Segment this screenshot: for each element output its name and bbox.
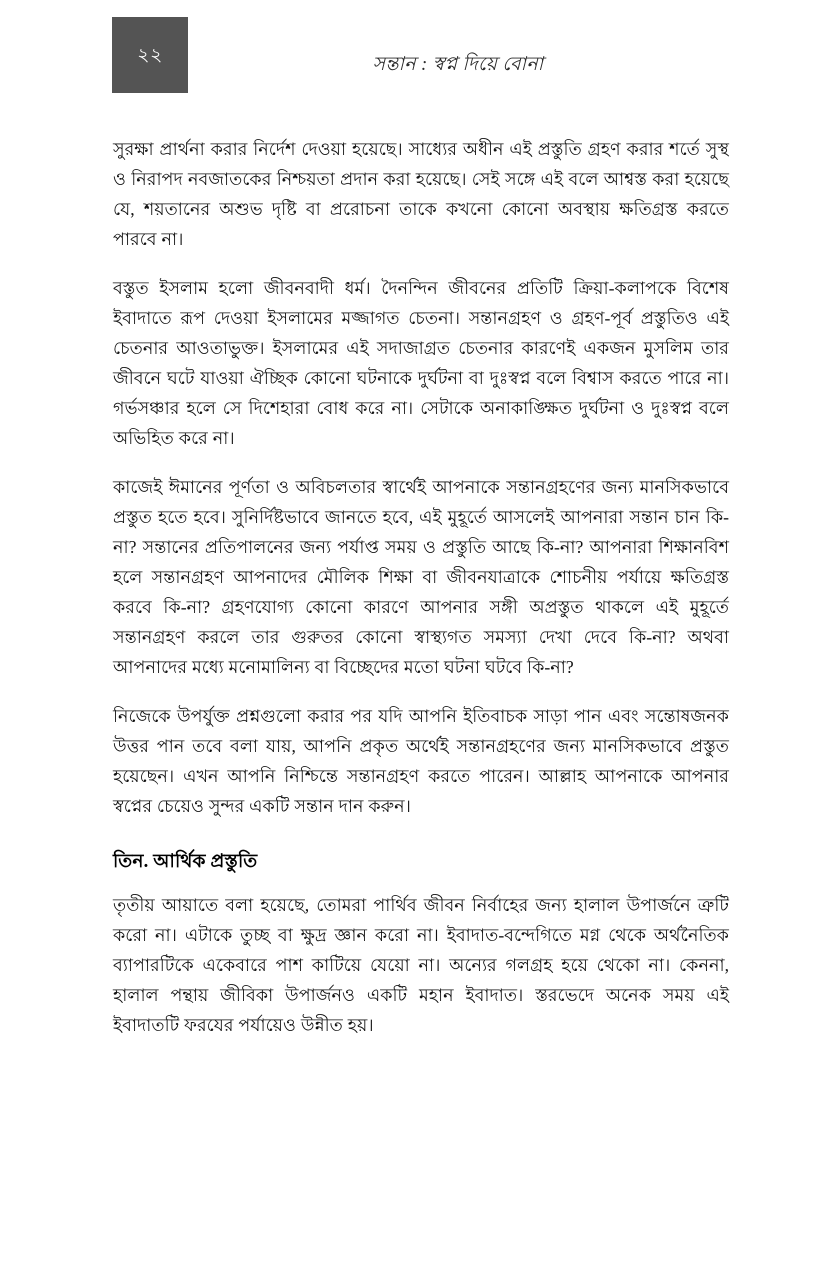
book-title: সন্তান : স্বপ্ন দিয়ে বোনা [372,54,544,75]
page-number: ২২ [137,44,163,66]
page-body [113,134,729,1040]
running-header [0,0,822,110]
paragraph: বস্তুত ইসলাম হলো জীবনবাদী ধর্ম। দৈনন্দিন জীবনের প্রতিটি ক্রিয়া-কলাপকে বিশেষ ইবাদাতে রূপ দেওয়া ইসলামের মজ্জাগত চেতনা। সন্তানগ্রহণ ও গ্রহণ-পূর্ব প্রস্তুতিও এই চেতনার আওতাভুক্ত। ইসলামের এই সদাজাগ্রত চেতনার কারণেই একজন মুসলিম তার জীবনে ঘটে যাওয়া ঐচ্ছিক কোনো ঘটনাকে দুর্ঘটনা বা দুঃস্বপ্ন বলে বিশ্বাস করতে পারে না। গর্ভসঞ্চার হলে সে দিশেহারা বোধ করে না। সেটাকে অনাকাঙ্ক্ষিত দুর্ঘটনা ও দুঃস্বপ্ন বলে অভিহিত করে না। [113,278,729,448]
paragraph: কাজেই ঈমানের পূর্ণতা ও অবিচলতার স্বার্থেই আপনাকে সন্তানগ্রহণের জন্য মানসিকভাবে প্রস্তুত হতে হবে। সুনির্দিষ্টভাবে জানতে হবে, এই মুহূর্তে আসলেই আপনারা সন্তান চান কি-না? সন্তানের প্রতিপালনের জন্য পর্যাপ্ত সময় ও প্রস্তুতি আছে কি-না? আপনারা শিক্ষানবিশ হলে সন্তানগ্রহণ আপনাদের মৌলিক শিক্ষা বা জীবনযাত্রাকে শোচনীয় পর্যায়ে ক্ষতিগ্রস্ত করবে কি-না? গ্রহণযোগ্য কোনো কারণে আপনার সঙ্গী অপ্রস্তুত থাকলে এই মুহূর্তে সন্তানগ্রহণ করলে তার গুরুতর কোনো স্বাস্থ্যগত সমস্যা দেখা দেবে কি-না? অথবা আপনাদের মধ্যে মনোমালিন্য বা বিচ্ছেদের মতো ঘটনা ঘটবে কি-না? [113,477,729,677]
paragraph: নিজেকে উপর্যুক্ত প্রশ্নগুলো করার পর যদি আপনি ইতিবাচক সাড়া পান এবং সন্তোষজনক উত্তর পান তবে বলা যায়, আপনি প্রকৃত অর্থেই সন্তানগ্রহণের জন্য মানসিকভাবে প্রস্তুত হয়েছেন। এখন আপনি নিশ্চিন্তে সন্তানগ্রহণ করতে পারেন। আল্লাহ আপনাকে আপনার স্বপ্নের চেয়েও সুন্দর একটি সন্তান দান করুন। [113,706,729,816]
paragraph: তৃতীয় আয়াতে বলা হয়েছে, তোমরা পার্থিব জীবন নির্বাহের জন্য হালাল উপার্জনে ত্রুটি করো না। এটাকে তুচ্ছ বা ক্ষুদ্র জ্ঞান করো না। ইবাদাত-বন্দেগিতে মগ্ন থেকে অর্থনৈতিক ব্যাপারটিকে একেবারে পাশ কাটিয়ে যেয়ো না। অন্যের গলগ্রহ হয়ে থেকো না। কেননা, হালাল পন্থায় জীবিকা উপার্জনও একটি মহান ইবাদাত। স্তরভেদে অনেক সময় এই ইবাদাতটি ফরযের পর্যায়েও উন্নীত হয়। [113,895,729,1035]
section-heading: তিন. আর্থিক প্রস্তুতি [113,852,258,872]
page-number-box [112,17,188,93]
paragraph: সুরক্ষা প্রার্থনা করার নির্দেশ দেওয়া হয়েছে। সাধ্যের অধীন এই প্রস্তুতি গ্রহণ করার শর্তে সুস্থ ও নিরাপদ নবজাতকের নিশ্চয়তা প্রদান করা হয়েছে। সেই সঙ্গে এই বলে আশ্বস্ত করা হয়েছে যে, শয়তানের অশুভ দৃষ্টি বা প্ররোচনা তাকে কখনো কোনো অবস্থায় ক্ষতিগ্রস্ত করতে পারবে না। [113,139,729,249]
